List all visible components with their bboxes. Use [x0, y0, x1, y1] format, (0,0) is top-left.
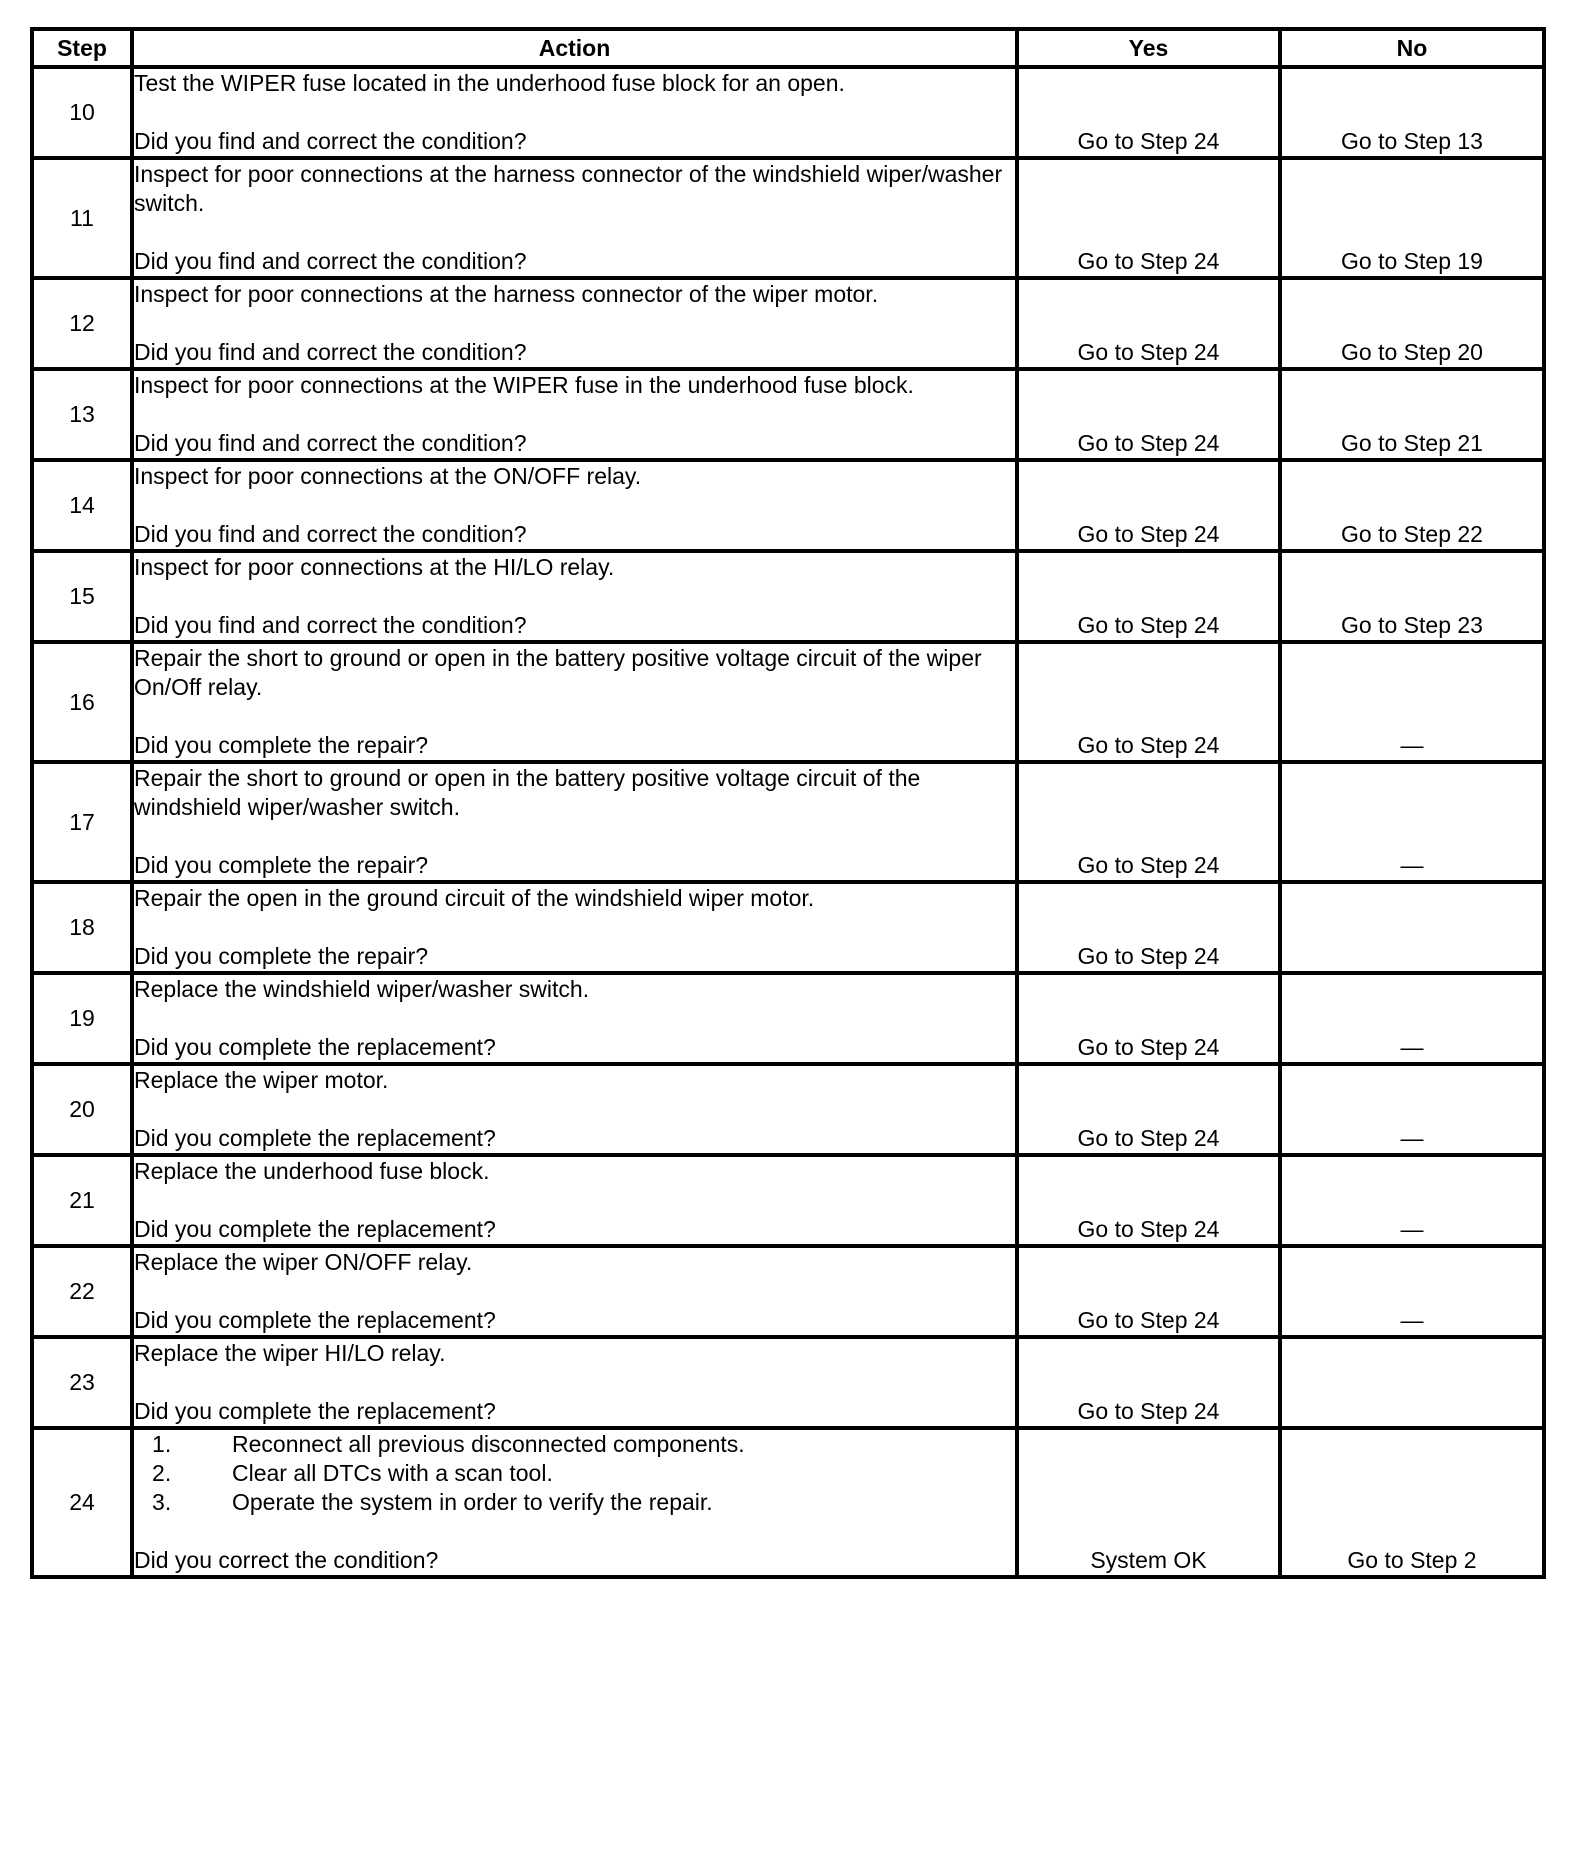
- action-list-item: 1. Reconnect all previous disconnected components.: [184, 1430, 1015, 1459]
- no-result: —: [1280, 642, 1544, 762]
- header-row: [32, 29, 1544, 67]
- yes-result: Go to Step 24: [1017, 1064, 1280, 1155]
- action-text: Inspect for poor connections at the HI/LO relay.: [134, 554, 615, 580]
- action-cell: [132, 158, 1017, 278]
- step-number: 15: [32, 551, 132, 642]
- action-text: Inspect for poor connections at the harness connector of the windshield wiper/washer switch.: [134, 161, 1003, 216]
- no-result: —: [1280, 1246, 1544, 1337]
- action-text: Inspect for poor connections at the harness connector of the wiper motor.: [134, 281, 879, 307]
- yes-result: Go to Step 24: [1017, 158, 1280, 278]
- action-question: Did you find and correct the condition?: [134, 612, 527, 638]
- step-number: 20: [32, 1064, 132, 1155]
- action-cell: [132, 67, 1017, 158]
- no-result: —: [1280, 1064, 1544, 1155]
- step-number: 22: [32, 1246, 132, 1337]
- table-row: [32, 762, 1544, 882]
- action-question: Did you find and correct the condition?: [134, 339, 527, 365]
- action-text: Inspect for poor connections at the WIPER fuse in the underhood fuse block.: [134, 372, 914, 398]
- yes-result: Go to Step 24: [1017, 278, 1280, 369]
- table-row: [32, 642, 1544, 762]
- no-result: —: [1280, 762, 1544, 882]
- action-text: Repair the short to ground or open in the battery positive voltage circuit of the wiper On/Off relay.: [134, 645, 982, 700]
- action-text: Replace the wiper motor.: [134, 1067, 389, 1093]
- yes-result: Go to Step 24: [1017, 762, 1280, 882]
- header-step: Step: [32, 29, 132, 67]
- action-cell: [132, 1428, 1017, 1577]
- action-question: Did you find and correct the condition?: [134, 521, 527, 547]
- action-question: Did you complete the replacement?: [134, 1216, 496, 1242]
- yes-result: Go to Step 24: [1017, 460, 1280, 551]
- table-row: [32, 551, 1544, 642]
- yes-result: Go to Step 24: [1017, 1337, 1280, 1428]
- table-row: [32, 278, 1544, 369]
- action-text: Replace the wiper ON/OFF relay.: [134, 1249, 473, 1275]
- table-row: [32, 882, 1544, 973]
- header-action: Action: [132, 29, 1017, 67]
- no-result: Go to Step 23: [1280, 551, 1544, 642]
- table-row: [32, 369, 1544, 460]
- action-text: Repair the short to ground or open in the battery positive voltage circuit of the windshield wiper/washer switch.: [134, 765, 921, 820]
- table-row: [32, 1246, 1544, 1337]
- action-question: Did you complete the repair?: [134, 943, 429, 969]
- no-result: [1280, 882, 1544, 973]
- action-cell: [132, 762, 1017, 882]
- table-row: [32, 67, 1544, 158]
- yes-result: Go to Step 24: [1017, 1246, 1280, 1337]
- no-result: Go to Step 2: [1280, 1428, 1544, 1577]
- table-header: [32, 29, 1544, 67]
- header-no: No: [1280, 29, 1544, 67]
- action-cell: [132, 973, 1017, 1064]
- action-text: Replace the wiper HI/LO relay.: [134, 1340, 446, 1366]
- action-question: Did you complete the repair?: [134, 732, 429, 758]
- action-question: Did you complete the replacement?: [134, 1398, 496, 1424]
- step-number: 21: [32, 1155, 132, 1246]
- step-number: 16: [32, 642, 132, 762]
- yes-result: System OK: [1017, 1428, 1280, 1577]
- no-result: —: [1280, 973, 1544, 1064]
- no-result: —: [1280, 1155, 1544, 1246]
- step-number: 10: [32, 67, 132, 158]
- step-number: 11: [32, 158, 132, 278]
- yes-result: Go to Step 24: [1017, 369, 1280, 460]
- action-text: Replace the windshield wiper/washer switch.: [134, 976, 590, 1002]
- action-question: Did you complete the replacement?: [134, 1307, 496, 1333]
- step-number: 23: [32, 1337, 132, 1428]
- step-number: 24: [32, 1428, 132, 1577]
- action-question: Did you correct the condition?: [134, 1547, 439, 1573]
- action-text: Repair the open in the ground circuit of the windshield wiper motor.: [134, 885, 815, 911]
- header-yes: Yes: [1017, 29, 1280, 67]
- table-row: [32, 973, 1544, 1064]
- no-result: Go to Step 13: [1280, 67, 1544, 158]
- no-result: [1280, 1337, 1544, 1428]
- action-list-item: 3. Operate the system in order to verify the repair.: [184, 1488, 1015, 1517]
- yes-result: Go to Step 24: [1017, 973, 1280, 1064]
- step-number: 19: [32, 973, 132, 1064]
- step-number: 14: [32, 460, 132, 551]
- action-cell: [132, 882, 1017, 973]
- no-result: Go to Step 22: [1280, 460, 1544, 551]
- action-cell: [132, 1155, 1017, 1246]
- action-question: Did you find and correct the condition?: [134, 430, 527, 456]
- action-cell: [132, 551, 1017, 642]
- step-number: 12: [32, 278, 132, 369]
- table-row: [32, 1428, 1544, 1577]
- no-result: Go to Step 21: [1280, 369, 1544, 460]
- no-result: Go to Step 20: [1280, 278, 1544, 369]
- action-list-item: 2. Clear all DTCs with a scan tool.: [184, 1459, 1015, 1488]
- action-question: Did you complete the repair?: [134, 852, 429, 878]
- no-result: Go to Step 19: [1280, 158, 1544, 278]
- action-text: Inspect for poor connections at the ON/OFF relay.: [134, 463, 642, 489]
- action-cell: [132, 1246, 1017, 1337]
- table-body: [32, 67, 1544, 1577]
- step-number: 18: [32, 882, 132, 973]
- table-row: [32, 1155, 1544, 1246]
- action-cell: [132, 1064, 1017, 1155]
- action-question: Did you find and correct the condition?: [134, 248, 527, 274]
- action-question: Did you complete the replacement?: [134, 1034, 496, 1060]
- action-cell: [132, 460, 1017, 551]
- action-cell: [132, 642, 1017, 762]
- yes-result: Go to Step 24: [1017, 642, 1280, 762]
- table-row: [32, 460, 1544, 551]
- yes-result: Go to Step 24: [1017, 882, 1280, 973]
- table-row: [32, 1337, 1544, 1428]
- diagnostic-table-sheet: [30, 27, 1542, 1579]
- yes-result: Go to Step 24: [1017, 1155, 1280, 1246]
- step-number: 17: [32, 762, 132, 882]
- yes-result: Go to Step 24: [1017, 551, 1280, 642]
- action-question: Did you complete the replacement?: [134, 1125, 496, 1151]
- table-row: [32, 158, 1544, 278]
- action-text: Test the WIPER fuse located in the underhood fuse block for an open.: [134, 70, 845, 96]
- table-row: [32, 1064, 1544, 1155]
- step-number: 13: [32, 369, 132, 460]
- action-cell: [132, 1337, 1017, 1428]
- yes-result: Go to Step 24: [1017, 67, 1280, 158]
- action-cell: [132, 278, 1017, 369]
- action-list: [134, 1430, 1015, 1517]
- action-text: Replace the underhood fuse block.: [134, 1158, 490, 1184]
- action-question: Did you find and correct the condition?: [134, 128, 527, 154]
- action-cell: [132, 369, 1017, 460]
- diagnostic-table: [30, 27, 1546, 1579]
